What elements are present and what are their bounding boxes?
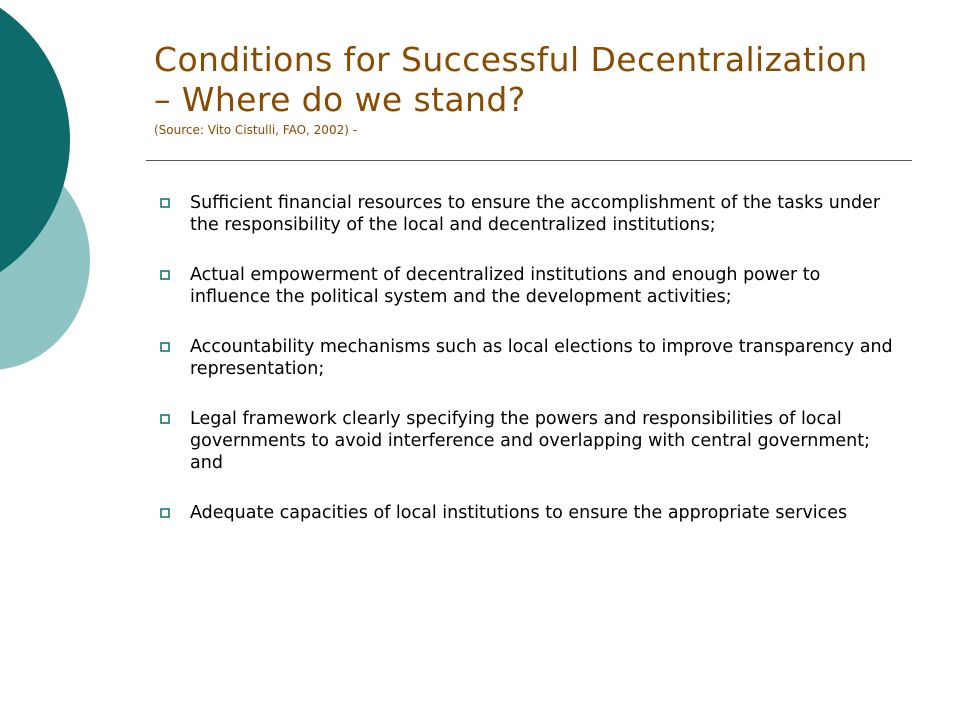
bullet-text: Adequate capacities of local institutions to ensure the appropriate services: [190, 503, 848, 523]
bullet-item: [160, 336, 900, 380]
title-block: [154, 40, 914, 138]
bullet-text: Sufficient financial resources to ensure the accomplishment of the tasks under the responsibility of the local and decentralized institutions;: [190, 193, 881, 235]
bullet-item: [160, 502, 900, 524]
bullet-text: Legal framework clearly specifying the powers and responsibilities of local governments to avoid interference and overlapping with central government; and: [190, 409, 871, 473]
bullet-item: [160, 408, 900, 474]
bullet-list: [160, 192, 900, 552]
square-bullet-icon: [160, 198, 170, 208]
source-note: (Source: Vito Cistulli, FAO, 2002) -: [154, 123, 358, 137]
bullet-item: [160, 192, 900, 236]
bullet-item: [160, 264, 900, 308]
title-line-2: – Where do we stand?: [154, 80, 526, 119]
title-divider: [146, 160, 912, 161]
square-bullet-icon: [160, 342, 170, 352]
bullet-text: Accountability mechanisms such as local elections to improve transparency and representation;: [190, 337, 893, 379]
slide-title: [154, 40, 914, 120]
bullet-text: Actual empowerment of decentralized institutions and enough power to influence the political system and the development activities;: [190, 265, 821, 307]
square-bullet-icon: [160, 414, 170, 424]
square-bullet-icon: [160, 508, 170, 518]
square-bullet-icon: [160, 270, 170, 280]
title-line-1: Conditions for Successful Decentralization: [154, 40, 868, 79]
